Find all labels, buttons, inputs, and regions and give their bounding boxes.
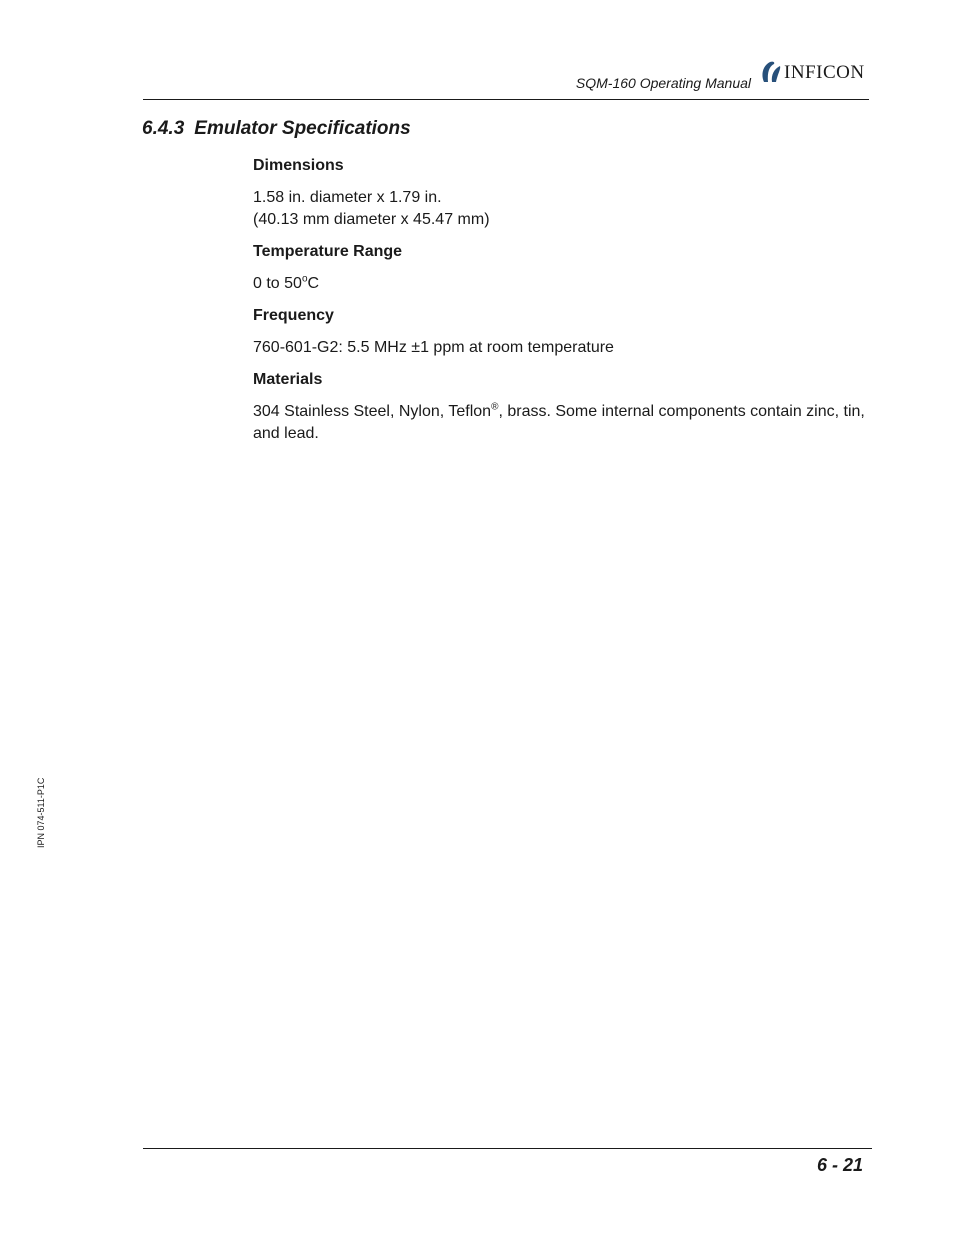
materials-prefix: 304 Stainless Steel, Nylon, Teflon bbox=[253, 403, 492, 420]
temperature-range-value bbox=[253, 273, 873, 295]
ipn-side-label: IPN 074-511-P1C bbox=[36, 777, 46, 848]
spec-temperature bbox=[253, 241, 873, 295]
registered-mark: ® bbox=[491, 401, 499, 413]
spec-heading-materials: Materials bbox=[253, 371, 323, 388]
dimensions-metric: (40.13 mm diameter x 45.47 mm) bbox=[253, 211, 490, 228]
spec-materials bbox=[253, 369, 873, 445]
inficon-logo bbox=[760, 58, 865, 86]
section-title-text: Emulator Specifications bbox=[194, 118, 411, 139]
spec-heading-dimensions: Dimensions bbox=[253, 157, 344, 174]
manual-title: SQM-160 Operating Manual bbox=[575, 75, 751, 91]
section-heading bbox=[142, 118, 411, 140]
temperature-prefix: 0 to 50 bbox=[253, 275, 302, 292]
header-divider bbox=[143, 99, 869, 100]
spec-body-dimensions bbox=[253, 187, 873, 231]
temperature-unit: C bbox=[307, 275, 320, 292]
footer-divider bbox=[143, 1148, 872, 1149]
dimensions-imperial: 1.58 in. diameter x 1.79 in. bbox=[253, 189, 442, 206]
materials-suffix: , brass. Some internal components contain zinc, tin, and lead. bbox=[253, 403, 865, 442]
inficon-logo-mark-icon bbox=[760, 60, 782, 84]
spec-dimensions bbox=[253, 155, 873, 231]
spec-body-frequency bbox=[253, 337, 873, 359]
spec-heading-temperature: Temperature Range bbox=[253, 243, 403, 260]
spec-heading-frequency: Frequency bbox=[253, 307, 334, 324]
degree-superscript: o bbox=[301, 273, 308, 285]
spec-body-materials bbox=[253, 401, 873, 445]
section-number: 6.4.3 bbox=[142, 118, 185, 139]
logo-wordmark: INFICON bbox=[784, 61, 865, 83]
page-number: 6 - 21 bbox=[816, 1155, 863, 1175]
spec-content bbox=[253, 155, 873, 455]
frequency-value: 760-601-G2: 5.5 MHz ±1 ppm at room temperature bbox=[253, 339, 614, 356]
spec-frequency bbox=[253, 305, 873, 359]
spec-body-temperature bbox=[253, 273, 873, 295]
materials-value bbox=[253, 401, 873, 445]
